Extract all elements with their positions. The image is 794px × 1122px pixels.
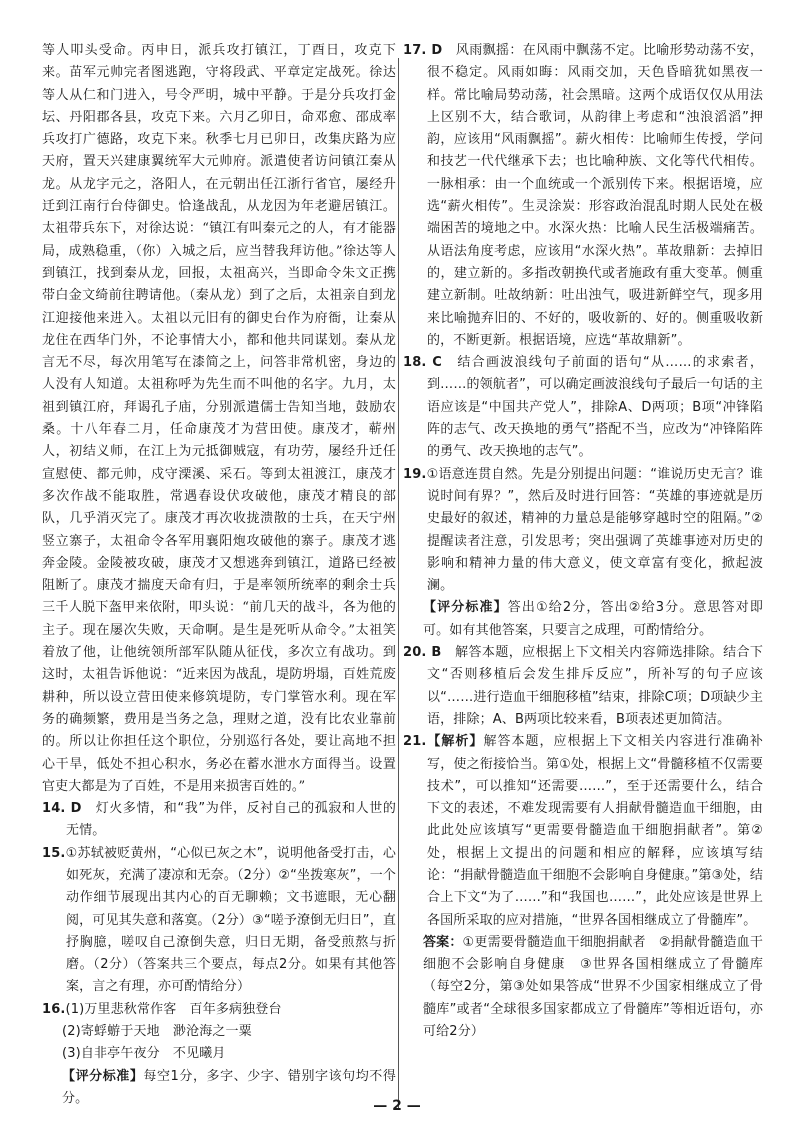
question-16-line-1: (1)万里悲秋常作客 百年多病独登台: [65, 1001, 282, 1017]
question-18-text: 结合画波浪线句子前面的语句“从……的求索者，到……的领航者”，可以确定画波浪线句子最后一句话的主语应该是“中国共产党人”，排除A、D两项；B项“冲锋陷阵的志气、改天换地的勇气”搭配不当，应改为“冲锋陷阵的勇气、改天换地的志气”。: [427, 355, 763, 460]
question-20-number: 20. B: [403, 645, 442, 661]
question-20: [403, 642, 763, 731]
question-19-number: 19.: [403, 466, 427, 482]
question-14: [42, 798, 396, 843]
question-14-number: 14. D: [42, 801, 82, 817]
scoring-note: 每空1分，多字、少字、错别字该句均不得分。: [62, 1068, 397, 1106]
page-number: — 2 —: [373, 1098, 421, 1114]
question-15-number: 15.: [42, 845, 66, 861]
question-15-text: ①苏轼被贬黄州，“心似已灰之木”，说明他备受打击，心如死灰，充满了凄凉和无奈。（2分）②“坐拨寒灰”，一个动作细节展现出其内心的百无聊赖；文书遮眼，无心翻阅，可见其失意和落寞。（2分）③“嗟予潦倒无归日”，直抒胸臆，嗟叹自己潦倒失意，归日无期，备受煎熬与折磨。（2分）（答案共三个要点，每点2分。如果有其他答案，言之有理，亦可酌情给分）: [65, 845, 396, 995]
question-15: [42, 843, 396, 999]
left-column: [42, 40, 397, 1106]
scoring-note: 答出①给2分，答出②给3分。意思答对即可。如有其他答案，只要言之成理，可酌情给分。: [423, 600, 763, 638]
analysis-tag: 【解析】: [426, 734, 484, 750]
question-17-text: 风雨飘摇：在风雨中飘荡不定。比喻形势动荡不安，很不稳定。风雨如晦：风雨交加，天色昏暗犹如黑夜一样。常比喻局势动荡，社会黑暗。这两个成语仅仅从用法上区别不大，结合歌词，从韵律上考虑和“浊浪滔滔”押韵，应该用“风雨飘摇”。薪火相传：比喻师生传授，学问和技艺一代代继承下去；也比喻种族、文化等代代相传。一脉相承：由一个血统或一个派别传下来。根据语境，应选“薪火相传”。生灵涂炭：形容政治混乱时期人民处在极端困苦的境地之中。水深火热：比喻人民生活极端痛苦。从语法角度考虑，应该用“水深火热”。革故鼎新：去掉旧的，建立新的。多指改朝换代或者施政有重大变革。侧重建立新制。吐故纳新：吐出浊气，吸进新鲜空气，现多用来比喻抛弃旧的、不好的，吸收新的、好的。侧重吸收新的，不断更新。根据语境，应选“革故鼎新”。: [427, 43, 763, 348]
question-18-number: 18. C: [403, 355, 442, 371]
question-21-answer: [403, 932, 763, 1043]
column-divider: [398, 58, 399, 1110]
question-19: [403, 464, 763, 598]
scoring-tag: 【评分标准】: [62, 1068, 144, 1084]
translation-passage: 等人叩头受命。丙申日，派兵攻打镇江，丁酉日，攻克下来。苗军元帅完者图逃跑，守将段武、平章定定战死。徐达等人从仁和门进入，号令严明，城中平静。于是分兵攻打金坛、丹阳郡各县，攻克下来。六月乙卯日，命邓愈、邵成率兵攻打广德路，攻克下来。秋季七月已卯日，改集庆路为应天府，置天兴建康翼统军大元帅府。派遣使者访问镇江秦从龙。从龙字元之，洛阳人，在元朝出任江浙行省官，屡经升迁到江南行台侍御史。恰逢战乱，从龙因为年老避居镇江。太祖带兵东下，对徐达说：“镇江有叫秦元之的人，有才能器局，成熟稳重，（你）入城之后，应当替我拜访他。”徐达等人到镇江，找到秦从龙，回报，太祖高兴，当即命令朱文正携带白金文绮前往聘请他。（秦从龙）到了之后，太祖亲自到龙江迎接他来进入。太祖以元旧有的御史台作为府衙，让秦从龙住在西华门外，不论事情大小，都和他共同谋划。秦从龙言无不尽，每次用笔写在漆简之上，问答非常机密，身边的人没有人知道。太祖称呼为先生而不叫他的名字。九月，太祖到镇江府，拜谒孔子庙，分别派遣儒士告知当地，鼓励农桑。十八年春二月，任命康茂才为营田使。康茂才，蕲州人，初结义师，在江上为元抵御贼寇，有功劳，屡经升迁任宣慰使、都元帅，戍守溧溪、采石。等到太祖渡江，康茂才多次作战不能取胜，常遇春设伏攻破他，康茂才精良的部队，几乎消灭完了。康茂才再次收拢溃散的士兵，在天宁州竖立寨子，太祖命令各军用襄阳炮攻破他的寨子。康茂才逃奔金陵。金陵被攻破，康茂才又想逃奔到镇江，道路已经被阻断了。康茂才揣度天命有归，于是率领所统率的剩余士兵三千人脱下盔甲来依附，叩头说：“前几天的战斗，各为他的主子。现在屡次失败，天命啊。是生是死听从命令。”太祖笑着放了他，让他统领所部军队随从征伐，多次立有战功。到这时，太祖告诉他说：“近来因为战乱，堤防坍塌，百姓荒废耕种，所以设立营田使来修筑堤防，专门掌管水利。现在军务的确频繁，费用是当务之急，理财之道，没有比农业靠前的。所以让你担任这个职位，分别巡行各处，要让高地不担心干旱，低处不担心积水，务必在蓄水泄水方面得当。设置官吏大都是为了百姓，不是用来损害百姓的。”: [42, 43, 396, 794]
question-16-line-2: (2)寄蜉蝣于天地 渺沧海之一粟: [62, 1024, 252, 1040]
question-19-scoring: [403, 597, 763, 642]
scoring-tag: 【评分标准】: [423, 600, 508, 616]
question-14-text: 灯火多情，和“我”为伴，反衬自己的孤寂和人世的无情。: [66, 801, 397, 839]
question-21-text: 解答本题，应根据上下文相关内容进行准确补写，使之衔接恰当。第①处，根据上文“骨髓移植不仅需要技术”，可以推知“还需要……”，至于还需要什么，结合下文的表述，不难发现需要有人捐献骨髓造血干细胞，由此此处应该填写“更需要骨髓造血干细胞捐献者”。第②处，根据上文提出的问题和相应的解释，应该填写结论：“捐献骨髓造血干细胞不会影响自身健康。”第③处，结合上下文“为了……”和“我国也……”，此处应该是世界上各国所采取的应对措施，“世界各国相继成立了骨髓库”。: [427, 734, 763, 928]
question-16: [42, 999, 396, 1021]
question-16-number: 16.: [42, 1001, 66, 1017]
right-column: [403, 40, 763, 1090]
answer-text: ①更需要骨髓造血干细胞捐献者 ②捐献骨髓造血干细胞不会影响自身健康 ③世界各国相继成立了骨髓库（每空2分，第③处如果答成“世界不少国家相继成立了骨髓库”或者“全球很多国家都成立了骨髓库”等相近语句，亦可给2分）: [423, 934, 763, 1040]
answer-tag: 答案：: [423, 934, 463, 950]
question-18: [403, 352, 763, 463]
question-17-number: 17. D: [403, 43, 443, 58]
question-17: [403, 40, 763, 352]
question-16-line-3: (3)自非亭午夜分 不见曦月: [62, 1046, 226, 1062]
question-20-text: 解答本题，应根据上下文相关内容筛选排除。结合下文“否则移植后会发生排斥反应”，所补写的句子应该以“……进行造血干细胞移植”结束，排除C项；D项缺少主语，排除；A、B两项比较来看，B项表述更加简洁。: [427, 645, 764, 727]
question-21-number: 21.: [403, 734, 427, 750]
question-21: [403, 731, 763, 932]
question-19-text: ①语意连贯自然。先是分别提出问题：“谁说历史无言？谁说时间有界？”，然后及时进行回答：“英雄的事迹就是历史最好的叙述，精神的力量总是能够穿越时空的阻隔。”②提醒读者注意，引发思考；突出强调了英雄事迹对历史的影响和精神力量的伟大意义，使文章富有变化，掀起波澜。: [426, 466, 763, 594]
